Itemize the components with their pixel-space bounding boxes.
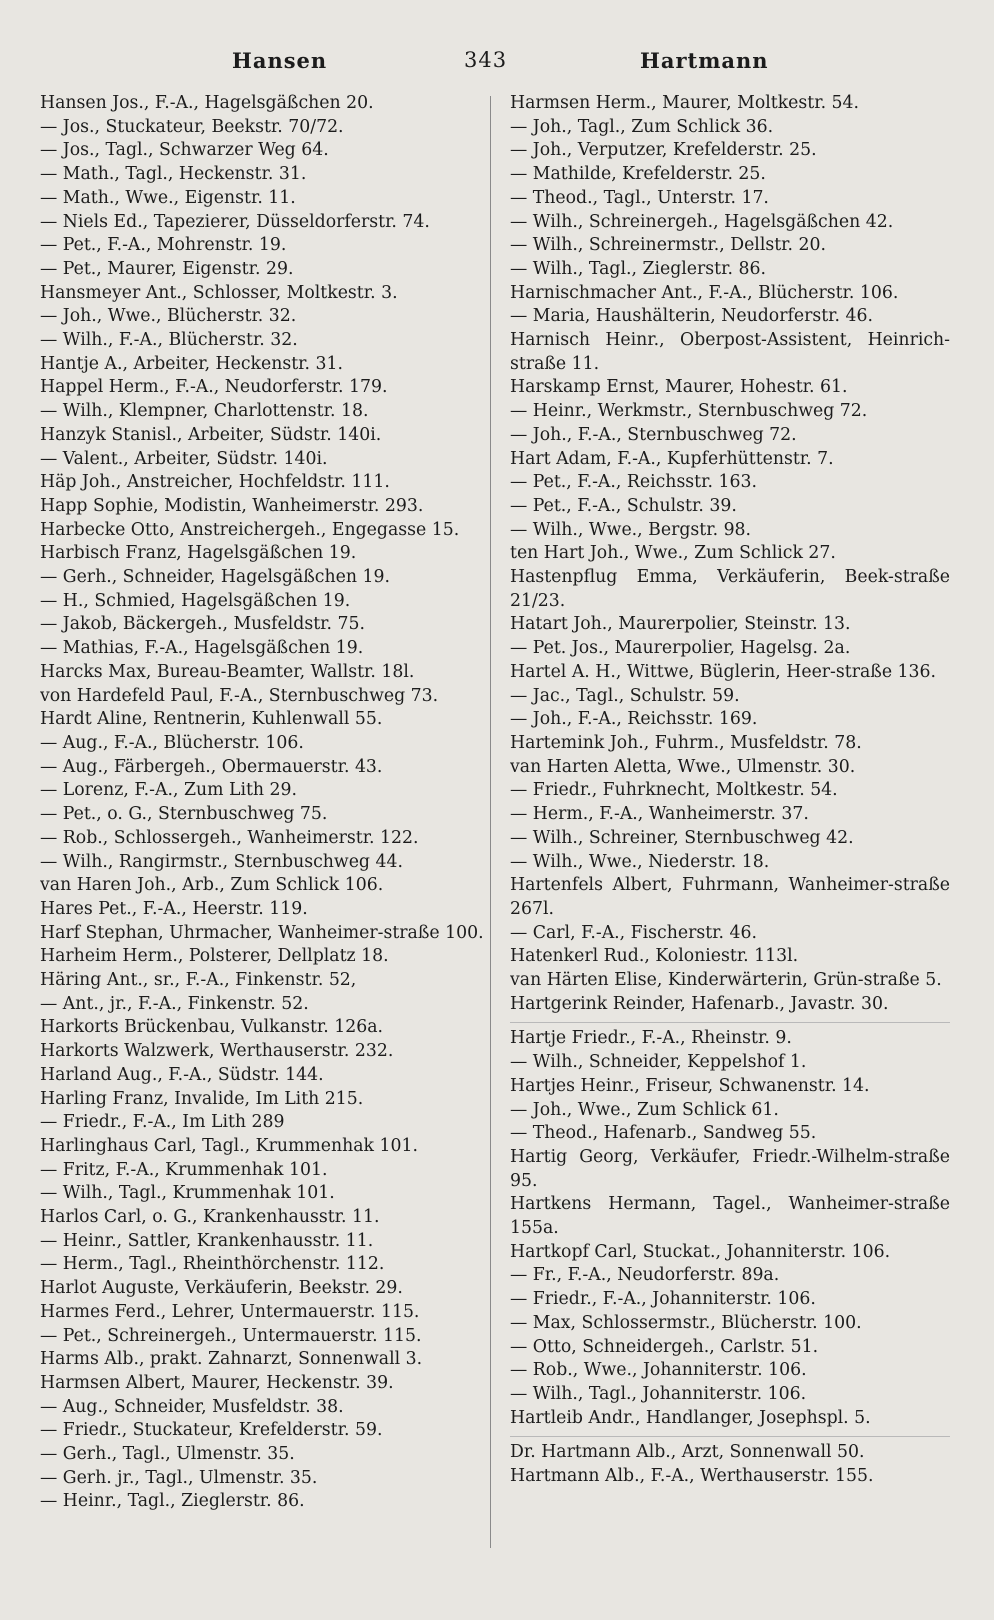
directory-entry: Hares Pet., F.-A., Heerstr. 119. xyxy=(40,898,308,919)
directory-entry: Hartenfels Albert, Fuhrmann, Wanheimer-straße 267l. xyxy=(510,875,950,919)
section-rule xyxy=(510,1016,950,1023)
directory-entry: — Joh., F.-A., Reichsstr. 169. xyxy=(510,709,758,730)
directory-entry: Harms Alb., prakt. Zahnarzt, Sonnenwall 3. xyxy=(40,1349,423,1370)
directory-entry: — H., Schmied, Hagelsgäßchen 19. xyxy=(40,590,351,611)
directory-entry: — Heinr., Werkmstr., Sternbuschweg 72. xyxy=(510,401,868,422)
directory-entry: — Theod., Hafenarb., Sandweg 55. xyxy=(510,1123,817,1144)
directory-entry: — Joh., F.-A., Sternbuschweg 72. xyxy=(510,424,797,445)
directory-entry: — Carl, F.-A., Fischerstr. 46. xyxy=(510,922,757,943)
directory-entry: Hartkens Hermann, Tagel., Wanheimer-straße 155a. xyxy=(510,1194,950,1239)
directory-entry: Hartig Georg, Verkäufer, Friedr.-Wilhelm-straße 95. xyxy=(510,1146,950,1191)
directory-entry: — Wilh., Schreinermstr., Dellstr. 20. xyxy=(510,235,826,256)
directory-entry: Hartel A. H., Wittwe, Büglerin, Heer-straße 136. xyxy=(510,661,937,682)
directory-entry: Harland Aug., F.-A., Südstr. 144. xyxy=(40,1064,324,1085)
directory-entry: — Max, Schlossermstr., Blücherstr. 100. xyxy=(510,1312,862,1333)
directory-entry: — Maria, Haushälterin, Neudorferstr. 46. xyxy=(510,306,873,327)
right-column xyxy=(510,92,950,1489)
directory-entry: Hatenkerl Rud., Koloniestr. 113l. xyxy=(510,946,799,967)
directory-entry: Hantje A., Arbeiter, Heckenstr. 31. xyxy=(40,353,344,374)
directory-entry: Harlot Auguste, Verkäuferin, Beekstr. 29. xyxy=(40,1278,403,1299)
directory-entry: — Pet., F.-A., Schulstr. 39. xyxy=(510,495,737,516)
directory-entry: — Theod., Tagl., Unterstr. 17. xyxy=(510,187,769,208)
directory-entry: — Joh., Tagl., Zum Schlick 36. xyxy=(510,116,774,137)
directory-entry: — Jos., Stuckateur, Beekstr. 70/72. xyxy=(40,116,344,137)
directory-entry: — Joh., Wwe., Zum Schlick 61. xyxy=(510,1099,779,1120)
page-number: 343 xyxy=(464,48,508,72)
directory-entry: Harnischmacher Ant., F.-A., Blücherstr. 106. xyxy=(510,282,899,303)
directory-entry: — Math., Tagl., Heckenstr. 31. xyxy=(40,164,307,185)
directory-entry: — Pet., F.-A., Mohrenstr. 19. xyxy=(40,235,287,256)
directory-entry: — Aug., Färbergeh., Obermauerstr. 43. xyxy=(40,756,383,777)
directory-entry: Dr. Hartmann Alb., Arzt, Sonnenwall 50. xyxy=(510,1442,865,1463)
column-divider xyxy=(490,96,491,1548)
directory-entry: Harmsen Herm., Maurer, Moltkestr. 54. xyxy=(510,93,860,113)
directory-entry: Happel Herm., F.-A., Neudorferstr. 179. xyxy=(40,377,388,398)
directory-entry: Harkorts Walzwerk, Werthauserstr. 232. xyxy=(40,1041,394,1062)
directory-entry: — Gerh., Schneider, Hagelsgäßchen 19. xyxy=(40,567,390,588)
directory-entry: Happ Sophie, Modistin, Wanheimerstr. 293. xyxy=(40,495,424,516)
directory-entry: Hansen Jos., F.-A., Hagelsgäßchen 20. xyxy=(40,93,374,113)
directory-entry: Häring Ant., sr., F.-A., Finkenstr. 52, xyxy=(40,970,357,991)
directory-entry: — Wilh., Schneider, Keppelshof 1. xyxy=(510,1052,807,1073)
directory-entry: van Haren Joh., Arb., Zum Schlick 106. xyxy=(40,875,384,896)
header-left-keyword: Hansen xyxy=(232,48,328,73)
directory-entry: — Wilh., Wwe., Bergstr. 98. xyxy=(510,519,752,540)
directory-entry: Harf Stephan, Uhrmacher, Wanheimer-straße 100. xyxy=(40,922,484,943)
directory-entry: — Friedr., F.-A., Johanniterstr. 106. xyxy=(510,1289,816,1310)
directory-entry: — Jac., Tagl., Schulstr. 59. xyxy=(510,685,740,706)
directory-entry: — Wilh., Schreinergeh., Hagelsgäßchen 42. xyxy=(510,211,894,232)
header-right-keyword: Hartmann xyxy=(640,48,769,73)
directory-entry: — Friedr., Fuhrknecht, Moltkestr. 54. xyxy=(510,780,838,801)
directory-entry: — Wilh., Tagl., Johanniterstr. 106. xyxy=(510,1383,807,1404)
directory-entry: Harskamp Ernst, Maurer, Hohestr. 61. xyxy=(510,377,848,398)
directory-entry: Harcks Max, Bureau-Beamter, Wallstr. 18l. xyxy=(40,661,415,682)
directory-entry: Hatart Joh., Maurerpolier, Steinstr. 13. xyxy=(510,614,851,635)
directory-entry: — Fr., F.-A., Neudorferstr. 89a. xyxy=(510,1265,780,1286)
directory-entry: Hart Adam, F.-A., Kupferhüttenstr. 7. xyxy=(510,448,834,469)
directory-entry: — Gerh. jr., Tagl., Ulmenstr. 35. xyxy=(40,1467,318,1488)
directory-entry: Häp Joh., Anstreicher, Hochfeldstr. 111. xyxy=(40,472,390,493)
directory-entry: Harbisch Franz, Hagelsgäßchen 19. xyxy=(40,543,357,564)
directory-entry: — Pet., Schreinergeh., Untermauerstr. 115. xyxy=(40,1325,422,1346)
directory-entry: Hartjes Heinr., Friseur, Schwanenstr. 14. xyxy=(510,1075,870,1096)
directory-entry: Harlinghaus Carl, Tagl., Krummenhak 101. xyxy=(40,1135,418,1156)
directory-entry: — Mathias, F.-A., Hagelsgäßchen 19. xyxy=(40,638,364,659)
directory-entry: — Wilh., Schreiner, Sternbuschweg 42. xyxy=(510,827,854,848)
directory-entry: Hartje Friedr., F.-A., Rheinstr. 9. xyxy=(510,1028,792,1049)
directory-entry: — Herm., F.-A., Wanheimerstr. 37. xyxy=(510,804,809,825)
directory-entry: — Otto, Schneidergeh., Carlstr. 51. xyxy=(510,1336,819,1357)
directory-entry: Harnisch Heinr., Oberpost-Assistent, Heinrich-straße 11. xyxy=(510,330,950,374)
directory-entry: — Pet., o. G., Sternbuschweg 75. xyxy=(40,804,328,825)
directory-entry: Harmsen Albert, Maurer, Heckenstr. 39. xyxy=(40,1372,394,1393)
directory-entry: — Math., Wwe., Eigenstr. 11. xyxy=(40,187,296,208)
directory-entry: — Heinr., Tagl., Zieglerstr. 86. xyxy=(40,1491,305,1512)
directory-entry: von Hardefeld Paul, F.-A., Sternbuschweg 73. xyxy=(40,685,439,706)
directory-entry: — Wilh., Rangirmstr., Sternbuschweg 44. xyxy=(40,851,403,872)
directory-entry: Hansmeyer Ant., Schlosser, Moltkestr. 3. xyxy=(40,282,398,303)
directory-entry: Hartemink Joh., Fuhrm., Musfeldstr. 78. xyxy=(510,732,862,753)
directory-entry: — Wilh., F.-A., Blücherstr. 32. xyxy=(40,330,298,351)
directory-entry: — Joh., Wwe., Blücherstr. 32. xyxy=(40,306,297,327)
directory-entry: Hastenpflug Emma, Verkäuferin, Beek-straße 21/23. xyxy=(510,567,950,611)
directory-entry: Harbecke Otto, Anstreichergeh., Engegasse 15. xyxy=(40,519,460,540)
directory-entry: Hanzyk Stanisl., Arbeiter, Südstr. 140i. xyxy=(40,424,382,445)
directory-entry: — Wilh., Tagl., Krummenhak 101. xyxy=(40,1183,335,1204)
directory-entry: — Valent., Arbeiter, Südstr. 140i. xyxy=(40,448,328,469)
directory-entry: Harling Franz, Invalide, Im Lith 215. xyxy=(40,1088,364,1109)
directory-entry: ten Hart Joh., Wwe., Zum Schlick 27. xyxy=(510,543,836,564)
directory-entry: Harheim Herm., Polsterer, Dellplatz 18. xyxy=(40,946,389,967)
directory-entry: — Wilh., Wwe., Niederstr. 18. xyxy=(510,851,770,872)
directory-entry: — Heinr., Sattler, Krankenhausstr. 11. xyxy=(40,1230,374,1251)
directory-entry: — Fritz, F.-A., Krummenhak 101. xyxy=(40,1159,328,1180)
directory-entry: — Jos., Tagl., Schwarzer Weg 64. xyxy=(40,140,329,161)
directory-entry: — Mathilde, Krefelderstr. 25. xyxy=(510,164,766,185)
directory-entry: — Gerh., Tagl., Ulmenstr. 35. xyxy=(40,1444,295,1465)
directory-entry: Hardt Aline, Rentnerin, Kuhlenwall 55. xyxy=(40,709,383,730)
directory-entry: — Niels Ed., Tapezierer, Düsseldorferstr. 74. xyxy=(40,211,430,232)
directory-entry: — Herm., Tagl., Rheinthörchenstr. 112. xyxy=(40,1254,385,1275)
directory-entry: — Lorenz, F.-A., Zum Lith 29. xyxy=(40,780,298,801)
directory-entry: — Wilh., Klempner, Charlottenstr. 18. xyxy=(40,401,369,422)
directory-entry: Harkorts Brückenbau, Vulkanstr. 126a. xyxy=(40,1017,384,1038)
directory-entry: Hartgerink Reinder, Hafenarb., Javastr. 30. xyxy=(510,993,889,1014)
directory-entry: — Rob., Schlossergeh., Wanheimerstr. 122. xyxy=(40,827,419,848)
directory-entry: — Friedr., Stuckateur, Krefelderstr. 59. xyxy=(40,1420,383,1441)
directory-entry: — Pet., F.-A., Reichsstr. 163. xyxy=(510,472,757,493)
directory-entry: — Aug., F.-A., Blücherstr. 106. xyxy=(40,732,304,753)
directory-entry: Harlos Carl, o. G., Krankenhausstr. 11. xyxy=(40,1207,380,1228)
directory-entry: — Joh., Verputzer, Krefelderstr. 25. xyxy=(510,140,817,161)
directory-entry: Hartleib Andr., Handlanger, Josephspl. 5. xyxy=(510,1407,871,1428)
section-rule xyxy=(510,1430,950,1437)
directory-entry: Hartmann Alb., F.-A., Werthauserstr. 155. xyxy=(510,1466,874,1487)
directory-entry: van Härten Elise, Kinderwärterin, Grün-straße 5. xyxy=(510,970,942,991)
directory-entry: — Wilh., Tagl., Zieglerstr. 86. xyxy=(510,258,766,279)
directory-entry: — Rob., Wwe., Johanniterstr. 106. xyxy=(510,1360,807,1381)
directory-entry: — Friedr., F.-A., Im Lith 289 xyxy=(40,1112,285,1133)
directory-entry: Harmes Ferd., Lehrer, Untermauerstr. 115. xyxy=(40,1301,420,1322)
directory-entry: — Jakob, Bäckergeh., Musfeldstr. 75. xyxy=(40,614,366,635)
left-column xyxy=(40,92,485,1514)
directory-entry: — Ant., jr., F.-A., Finkenstr. 52. xyxy=(40,993,309,1014)
directory-entry: — Pet. Jos., Maurerpolier, Hagelsg. 2a. xyxy=(510,638,851,659)
directory-entry: Hartkopf Carl, Stuckat., Johanniterstr. 106. xyxy=(510,1241,891,1262)
directory-entry: van Harten Aletta, Wwe., Ulmenstr. 30. xyxy=(510,756,856,777)
directory-entry: — Pet., Maurer, Eigenstr. 29. xyxy=(40,258,294,279)
directory-entry: — Aug., Schneider, Musfeldstr. 38. xyxy=(40,1396,344,1417)
